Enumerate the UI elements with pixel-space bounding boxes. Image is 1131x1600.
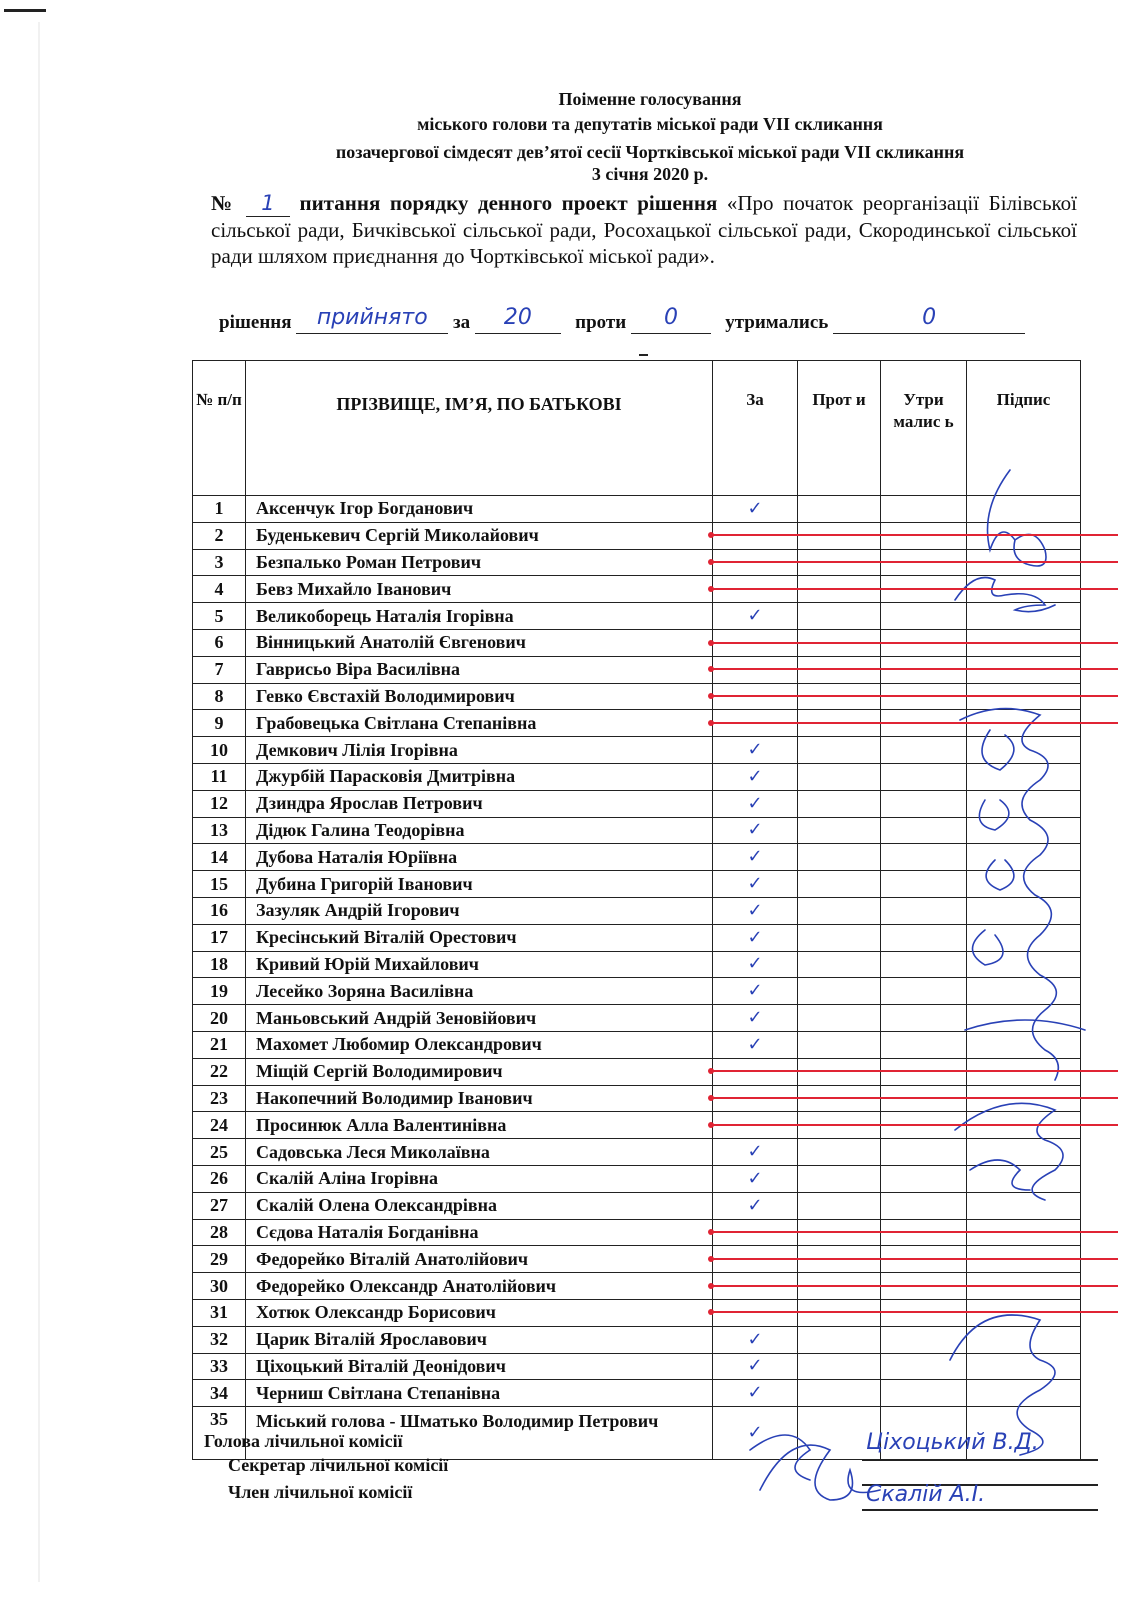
vote-abstained-cell (881, 897, 967, 924)
row-number: 9 (193, 710, 246, 737)
vote-abstained-cell (881, 603, 967, 630)
vote-abstained-cell (881, 790, 967, 817)
row-number: 27 (193, 1192, 246, 1219)
checkmark-icon: ✓ (747, 1422, 763, 1444)
checkmark-icon: ✓ (747, 1007, 763, 1029)
vote-abstained-cell (881, 763, 967, 790)
vote-for-cell (713, 1380, 798, 1407)
absent-strike-line (712, 561, 1118, 563)
scan-corner-mark (4, 9, 46, 12)
table-row (193, 1005, 1081, 1032)
signature-cell (967, 978, 1081, 1005)
checkmark-icon: ✓ (747, 765, 763, 787)
signature-cell (967, 1031, 1081, 1058)
vote-against-cell (798, 1165, 881, 1192)
chair-handwritten-name: Ціхоцький В.Д. (866, 1430, 1039, 1455)
row-number: 26 (193, 1165, 246, 1192)
vote-against-cell (798, 763, 881, 790)
row-name: Джурбій Парасковія Дмитрівна (246, 763, 713, 790)
vote-for-cell (713, 1407, 798, 1460)
signature-cell (967, 1326, 1081, 1353)
row-name: Грабовецька Світлана Степанівна (246, 710, 713, 737)
signature-cell (967, 1005, 1081, 1032)
row-name: Хотюк Олександр Борисович (246, 1299, 713, 1326)
signature-cell (967, 844, 1081, 871)
row-name: Царик Віталій Ярославович (246, 1326, 713, 1353)
row-name: Садовська Леся Миколаївна (246, 1139, 713, 1166)
vote-against-cell (798, 924, 881, 951)
signature-cell (967, 1380, 1081, 1407)
footer-secretary: Секретар лічильної комісії (228, 1455, 449, 1475)
agenda-item-number: 1 (261, 191, 275, 215)
row-number: 18 (193, 951, 246, 978)
vote-against-cell (798, 603, 881, 630)
table-row (193, 790, 1081, 817)
document-subtitle-session: позачергової сімдесят дев’ятої сесії Чортківської міської ради VII скликання (335, 142, 965, 162)
row-number: 19 (193, 978, 246, 1005)
signature-cell (967, 496, 1081, 523)
decision-label: рішення (219, 312, 292, 333)
agenda-item-label: питання порядку денного проект рішення (299, 191, 718, 215)
vote-for-cell (713, 1326, 798, 1353)
vote-against-cell (798, 496, 881, 523)
table-row (193, 737, 1081, 764)
col-header-for: За (713, 361, 798, 496)
row-name: Демкович Лілія Ігорівна (246, 737, 713, 764)
vote-against-cell (798, 737, 881, 764)
chair-signature-line (862, 1459, 1098, 1461)
vote-for-cell (713, 790, 798, 817)
row-name: Зазуляк Андрій Ігорович (246, 897, 713, 924)
checkmark-icon: ✓ (747, 1382, 763, 1404)
absent-strike-line (712, 1311, 1118, 1313)
absent-strike-line (712, 668, 1118, 670)
vote-against-cell (798, 1380, 881, 1407)
table-row (193, 951, 1081, 978)
row-number: 35 (193, 1407, 246, 1460)
row-number: 20 (193, 1005, 246, 1032)
signature-cell (967, 1353, 1081, 1380)
signature-cell (967, 1139, 1081, 1166)
absent-strike-line (712, 695, 1118, 697)
checkmark-icon: ✓ (747, 819, 763, 841)
vote-abstained-cell (881, 844, 967, 871)
row-name: Просинюк Алла Валентинівна (246, 1112, 713, 1139)
row-name: Скалій Аліна Ігорівна (246, 1165, 713, 1192)
signature-cell (967, 951, 1081, 978)
decision-blank (296, 305, 448, 334)
for-count: 20 (503, 305, 532, 330)
row-number: 17 (193, 924, 246, 951)
col-header-name: ПРІЗВИЩЕ, ІМ’Я, ПО БАТЬКОВІ (246, 361, 713, 496)
col-header-abstained: Утри малис ь (881, 361, 967, 496)
row-name: Ціхоцький Віталій Деонідович (246, 1353, 713, 1380)
table-row (193, 978, 1081, 1005)
vote-abstained-cell (881, 817, 967, 844)
checkmark-icon: ✓ (747, 953, 763, 975)
absent-strike-line (712, 642, 1118, 644)
row-number: 29 (193, 1246, 246, 1273)
vote-for-cell (713, 1005, 798, 1032)
row-name: Дубина Григорій Іванович (246, 871, 713, 898)
roll-call-table (192, 360, 1081, 1460)
row-name: Буденькевич Сергій Миколайович (246, 522, 713, 549)
vote-for-cell (713, 1192, 798, 1219)
row-number: 22 (193, 1058, 246, 1085)
vote-for-cell (713, 978, 798, 1005)
checkmark-icon: ✓ (747, 980, 763, 1002)
absent-strike-line (712, 1097, 1118, 1099)
vote-for-cell (713, 951, 798, 978)
vote-for-cell (713, 496, 798, 523)
row-name: Федорейко Віталій Анатолійович (246, 1246, 713, 1273)
row-name: Черниш Світлана Степанівна (246, 1380, 713, 1407)
row-number: 33 (193, 1353, 246, 1380)
document-title: Поіменне голосування (558, 89, 742, 109)
row-name: Дубова Наталія Юріївна (246, 844, 713, 871)
table-row (193, 1139, 1081, 1166)
row-name: Федорейко Олександр Анатолійович (246, 1273, 713, 1300)
vote-abstained-cell (881, 951, 967, 978)
signature-cell (967, 1165, 1081, 1192)
vote-against-cell (798, 790, 881, 817)
row-number: 11 (193, 763, 246, 790)
row-number: 25 (193, 1139, 246, 1166)
vote-for-cell (713, 1031, 798, 1058)
row-name: Міський голова - Шматько Володимир Петрович (246, 1407, 713, 1460)
row-number: 7 (193, 656, 246, 683)
vote-for-cell (713, 871, 798, 898)
signature-cell (967, 817, 1081, 844)
vote-for-cell (713, 737, 798, 764)
agenda-item-text: «Про початок реорганізації Білівської сільської ради, Бичківської сільської ради, Росохацької сільської ради, Скородинської сільської ради шляхом приєднання до Чортківської міської ради». (211, 191, 1078, 268)
vote-abstained-cell (881, 1380, 967, 1407)
checkmark-icon: ✓ (747, 873, 763, 895)
vote-abstained-cell (881, 1326, 967, 1353)
vote-for-cell (713, 1353, 798, 1380)
col-header-number: № п/п (193, 361, 246, 496)
row-number: 32 (193, 1326, 246, 1353)
col-header-against: Прот и (798, 361, 881, 496)
vote-against-cell (798, 1353, 881, 1380)
against-count: 0 (663, 305, 678, 330)
col-header-signature: Підпис (967, 361, 1081, 496)
absent-strike-line (712, 1231, 1118, 1233)
row-number: 1 (193, 496, 246, 523)
row-number: 2 (193, 522, 246, 549)
row-name: Вінницький Анатолій Євгенович (246, 629, 713, 656)
checkmark-icon: ✓ (747, 605, 763, 627)
vote-for-cell (713, 817, 798, 844)
agenda-item (211, 190, 1077, 269)
table-row (193, 817, 1081, 844)
vote-abstained-cell (881, 1005, 967, 1032)
signature-cell (967, 737, 1081, 764)
against-label: проти (575, 312, 627, 333)
vote-abstained-cell (881, 924, 967, 951)
row-number: 8 (193, 683, 246, 710)
checkmark-icon: ✓ (747, 1167, 763, 1189)
signature-cell (967, 763, 1081, 790)
table-row (193, 763, 1081, 790)
table-row (193, 871, 1081, 898)
vote-for-cell (713, 1165, 798, 1192)
row-number: 23 (193, 1085, 246, 1112)
checkmark-icon: ✓ (747, 497, 763, 519)
table-row (193, 1353, 1081, 1380)
member-signature-line (862, 1509, 1098, 1511)
row-number: 5 (193, 603, 246, 630)
vote-for-cell (713, 897, 798, 924)
absent-strike-line (712, 534, 1118, 536)
absent-strike-line (712, 722, 1118, 724)
against-count-blank (631, 305, 711, 334)
row-name: Сєдова Наталія Богданівна (246, 1219, 713, 1246)
row-number: 34 (193, 1380, 246, 1407)
scan-edge-shadow (38, 22, 40, 1582)
row-name: Кресінський Віталій Орестович (246, 924, 713, 951)
vote-against-cell (798, 817, 881, 844)
row-name: Махомет Любомир Олександрович (246, 1031, 713, 1058)
row-name: Маньовський Андрій Зеновійович (246, 1005, 713, 1032)
decision-summary (219, 305, 1079, 334)
vote-against-cell (798, 1031, 881, 1058)
row-number: 30 (193, 1273, 246, 1300)
agenda-item-number-blank (246, 190, 290, 217)
vote-abstained-cell (881, 1353, 967, 1380)
checkmark-icon: ✓ (747, 899, 763, 921)
vote-abstained-cell (881, 496, 967, 523)
row-name: Дідюк Галина Теодорівна (246, 817, 713, 844)
vote-abstained-cell (881, 978, 967, 1005)
for-count-blank (475, 305, 561, 334)
signature-cell (967, 1192, 1081, 1219)
vote-against-cell (798, 951, 881, 978)
vote-for-cell (713, 1139, 798, 1166)
row-name: Лесейко Зоряна Василівна (246, 978, 713, 1005)
row-number: 28 (193, 1219, 246, 1246)
decision-value: прийнято (316, 305, 428, 330)
abstained-count-blank (833, 305, 1025, 334)
vote-against-cell (798, 1139, 881, 1166)
checkmark-icon: ✓ (747, 1328, 763, 1350)
signature-cell (967, 871, 1081, 898)
checkmark-icon: ✓ (747, 1355, 763, 1377)
signature-cell (967, 603, 1081, 630)
stray-dash (639, 354, 648, 356)
row-number: 24 (193, 1112, 246, 1139)
signature-cell (967, 924, 1081, 951)
absent-strike-line (712, 1285, 1118, 1287)
vote-for-cell (713, 763, 798, 790)
vote-abstained-cell (881, 1139, 967, 1166)
vote-against-cell (798, 897, 881, 924)
row-name: Дзиндра Ярослав Петрович (246, 790, 713, 817)
table-row (193, 496, 1081, 523)
row-number: 31 (193, 1299, 246, 1326)
document-subtitle-council: міського голови та депутатів міської ради VII скликання (417, 114, 883, 134)
table-row (193, 603, 1081, 630)
vote-against-cell (798, 1192, 881, 1219)
absent-strike-line (712, 1124, 1118, 1126)
vote-against-cell (798, 1326, 881, 1353)
vote-for-cell (713, 924, 798, 951)
row-number: 12 (193, 790, 246, 817)
table-row (193, 1380, 1081, 1407)
footer-chair: Голова лічильної комісії (204, 1431, 403, 1451)
row-name: Гевко Євстахій Володимирович (246, 683, 713, 710)
row-number: 16 (193, 897, 246, 924)
table-row (193, 897, 1081, 924)
row-number: 13 (193, 817, 246, 844)
table-row (193, 844, 1081, 871)
row-name: Кривий Юрій Михайлович (246, 951, 713, 978)
table-row (193, 1192, 1081, 1219)
document-date: 3 січня 2020 р. (591, 164, 709, 184)
row-name: Бевз Михайло Іванович (246, 576, 713, 603)
signature-cell (967, 897, 1081, 924)
absent-strike-line (712, 1070, 1118, 1072)
checkmark-icon: ✓ (747, 1194, 763, 1216)
vote-abstained-cell (881, 1165, 967, 1192)
table-row (193, 1031, 1081, 1058)
row-name: Аксенчук Ігор Богданович (246, 496, 713, 523)
vote-against-cell (798, 1005, 881, 1032)
row-number: 4 (193, 576, 246, 603)
row-number: 6 (193, 629, 246, 656)
row-name: Міщій Сергій Володимирович (246, 1058, 713, 1085)
footer-member: Член лічильної комісії (228, 1482, 413, 1502)
for-label: за (453, 312, 471, 333)
vote-for-cell (713, 603, 798, 630)
row-number: 3 (193, 549, 246, 576)
vote-against-cell (798, 871, 881, 898)
row-name: Накопечний Володимир Іванович (246, 1085, 713, 1112)
absent-strike-line (712, 1258, 1118, 1260)
table-header-row (193, 361, 1081, 496)
vote-against-cell (798, 844, 881, 871)
abstained-label: утримались (725, 312, 829, 333)
vote-abstained-cell (881, 1031, 967, 1058)
vote-for-cell (713, 844, 798, 871)
vote-abstained-cell (881, 1192, 967, 1219)
member-handwritten-name: Скалій А.І. (866, 1482, 986, 1507)
checkmark-icon: ✓ (747, 792, 763, 814)
checkmark-icon: ✓ (747, 1141, 763, 1163)
agenda-number-prefix: № (211, 191, 237, 215)
row-name: Великоборець Наталія Ігорівна (246, 603, 713, 630)
checkmark-icon: ✓ (747, 926, 763, 948)
signature-cell (967, 790, 1081, 817)
abstained-count: 0 (922, 305, 937, 330)
absent-strike-line (712, 588, 1118, 590)
checkmark-icon: ✓ (747, 1033, 763, 1055)
row-name: Гаврисьо Віра Василівна (246, 656, 713, 683)
table-row (193, 924, 1081, 951)
table-row (193, 1326, 1081, 1353)
checkmark-icon: ✓ (747, 846, 763, 868)
row-name: Безпалько Роман Петрович (246, 549, 713, 576)
row-name: Скалій Олена Олександрівна (246, 1192, 713, 1219)
vote-abstained-cell (881, 737, 967, 764)
checkmark-icon: ✓ (747, 739, 763, 761)
vote-abstained-cell (881, 871, 967, 898)
table-row (193, 1165, 1081, 1192)
row-number: 10 (193, 737, 246, 764)
row-number: 21 (193, 1031, 246, 1058)
vote-against-cell (798, 978, 881, 1005)
row-number: 14 (193, 844, 246, 871)
row-number: 15 (193, 871, 246, 898)
